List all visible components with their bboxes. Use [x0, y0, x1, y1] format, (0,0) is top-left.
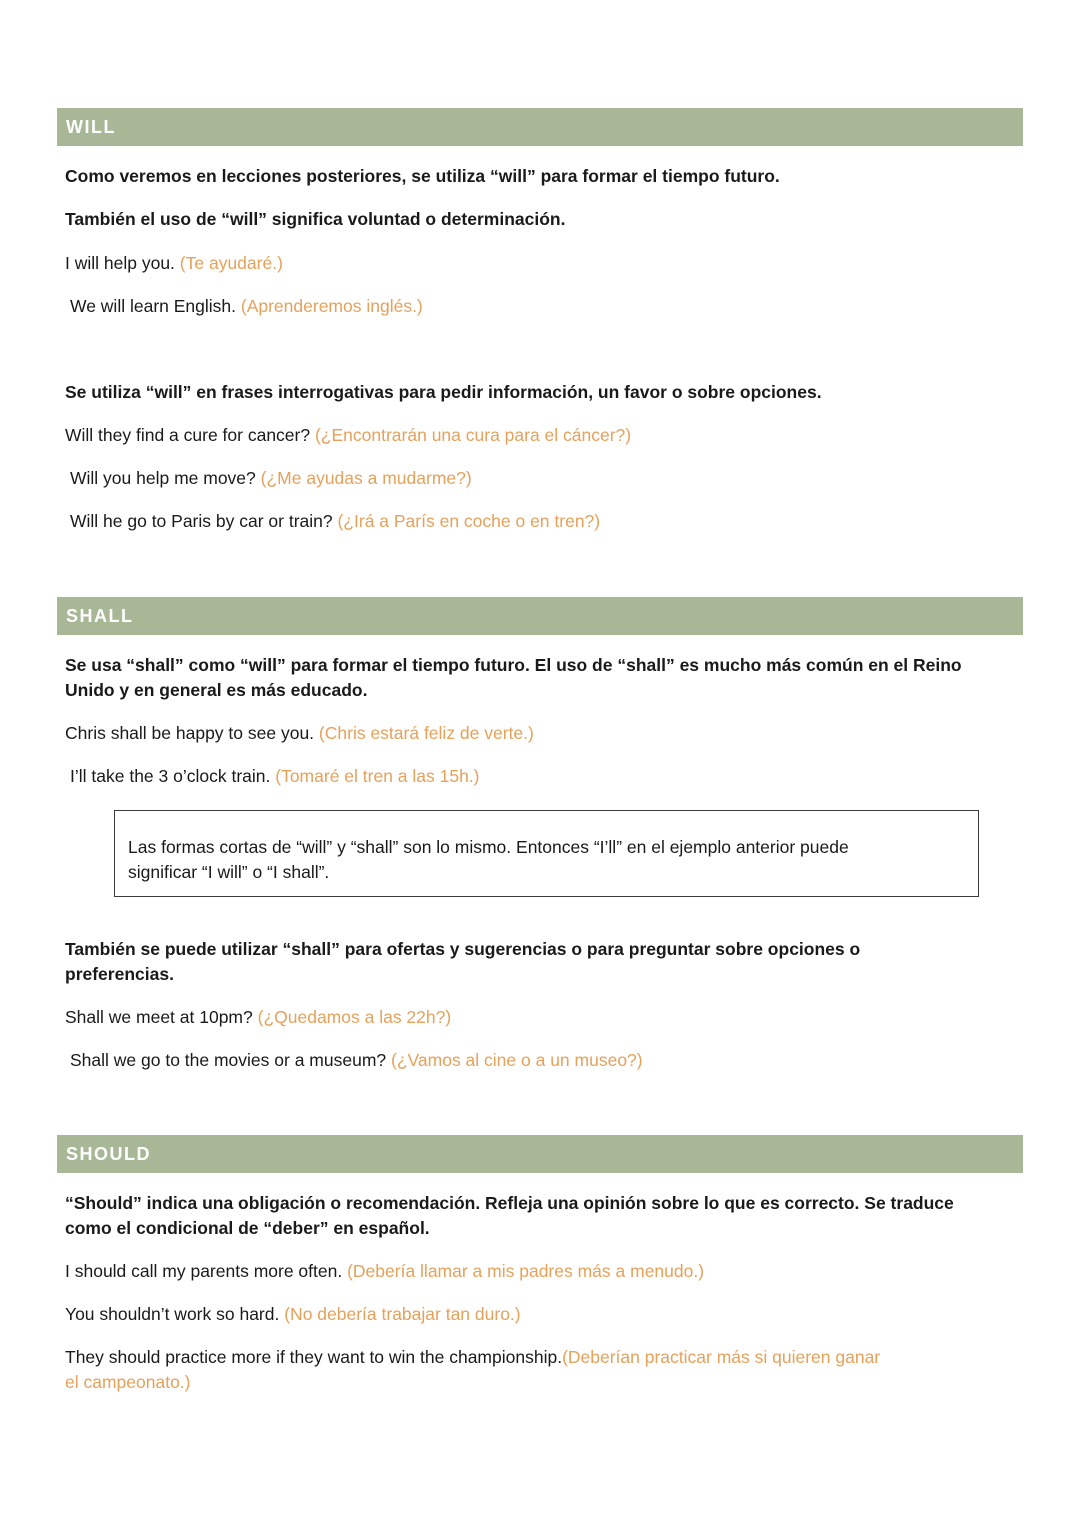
- example-english: You shouldn’t work so hard.: [65, 1304, 280, 1324]
- example-english: We will learn English.: [70, 296, 236, 316]
- example-english: Will they find a cure for cancer?: [65, 425, 311, 445]
- shall-intro-line-2: Unido y en general es más educado.: [65, 680, 368, 700]
- section-header-shall: SHALL: [57, 597, 1023, 635]
- should-intro-line-1: “Should” indica una obligación o recomendación. Refleja una opinión sobre lo que es correcto. Se traduce: [65, 1193, 954, 1213]
- example-translation: (¿Quedamos a las 22h?): [257, 1007, 452, 1027]
- shall-offers-line-2: preferencias.: [65, 964, 174, 984]
- will-intro-future: Como veremos en lecciones posteriores, se utiliza “will” para formar el tiempo futuro.: [65, 166, 780, 186]
- will-intro-questions: Se utiliza “will” en frases interrogativas para pedir información, un favor o sobre opciones.: [65, 382, 822, 402]
- example-translation: (¿Me ayudas a mudarme?): [260, 468, 472, 488]
- example-translation: (¿Encontrarán una cura para el cáncer?): [314, 425, 632, 445]
- example-translation: (Chris estará feliz de verte.): [318, 723, 534, 743]
- example-english: Chris shall be happy to see you.: [65, 723, 315, 743]
- example-line: [65, 1345, 1015, 1370]
- note-box: [114, 810, 979, 897]
- example-line: [65, 721, 1015, 746]
- example-line: [65, 423, 1015, 448]
- note-line-1: Las formas cortas de “will” y “shall” son lo mismo. Entonces “I’ll” en el ejemplo anterior puede: [128, 837, 849, 857]
- example-english: Will he go to Paris by car or train?: [70, 511, 333, 531]
- example-translation: (Debería llamar a mis padres más a menudo.): [347, 1261, 705, 1281]
- example-english: I should call my parents more often.: [65, 1261, 343, 1281]
- example-english: I will help you.: [65, 253, 175, 273]
- example-line: [70, 764, 1020, 789]
- example-line: [70, 466, 1020, 491]
- example-line: [65, 1302, 1015, 1327]
- section-header-should: SHOULD: [57, 1135, 1023, 1173]
- shall-intro-line-1: Se usa “shall” como “will” para formar el tiempo futuro. El uso de “shall” es mucho más común en el Reino: [65, 655, 962, 675]
- shall-offers-line-1: También se puede utilizar “shall” para ofertas y sugerencias o para preguntar sobre opciones o: [65, 939, 861, 959]
- example-translation: (Tomaré el tren a las 15h.): [275, 766, 480, 786]
- will-intro-volition: También el uso de “will” significa voluntad o determinación.: [65, 209, 566, 229]
- example-english: They should practice more if they want to win the championship.: [65, 1347, 563, 1367]
- example-english: Shall we go to the movies or a museum?: [70, 1050, 387, 1070]
- example-english: I’ll take the 3 o’clock train.: [70, 766, 271, 786]
- example-line: [65, 1259, 1015, 1284]
- section-header-will: WILL: [57, 108, 1023, 146]
- example-line: [70, 509, 1020, 534]
- example-translation: (Te ayudaré.): [179, 253, 283, 273]
- example-english: Shall we meet at 10pm?: [65, 1007, 253, 1027]
- should-intro-line-2: como el condicional de “deber” en español.: [65, 1218, 430, 1238]
- note-line-2: significar “I will” o “I shall”.: [128, 862, 330, 882]
- example-line: [70, 1048, 1020, 1073]
- example-translation: (Deberían practicar más si quieren ganar: [562, 1347, 881, 1367]
- example-translation: (No debería trabajar tan duro.): [284, 1304, 521, 1324]
- example-translation: (Aprenderemos inglés.): [240, 296, 423, 316]
- example-translation-continued: el campeonato.): [65, 1372, 191, 1392]
- example-line: [65, 251, 1015, 276]
- example-line: [70, 294, 1020, 319]
- example-line: [65, 1005, 1015, 1030]
- example-translation: (¿Vamos al cine o a un museo?): [391, 1050, 643, 1070]
- example-translation: (¿Irá a París en coche o en tren?): [337, 511, 601, 531]
- example-english: Will you help me move?: [70, 468, 256, 488]
